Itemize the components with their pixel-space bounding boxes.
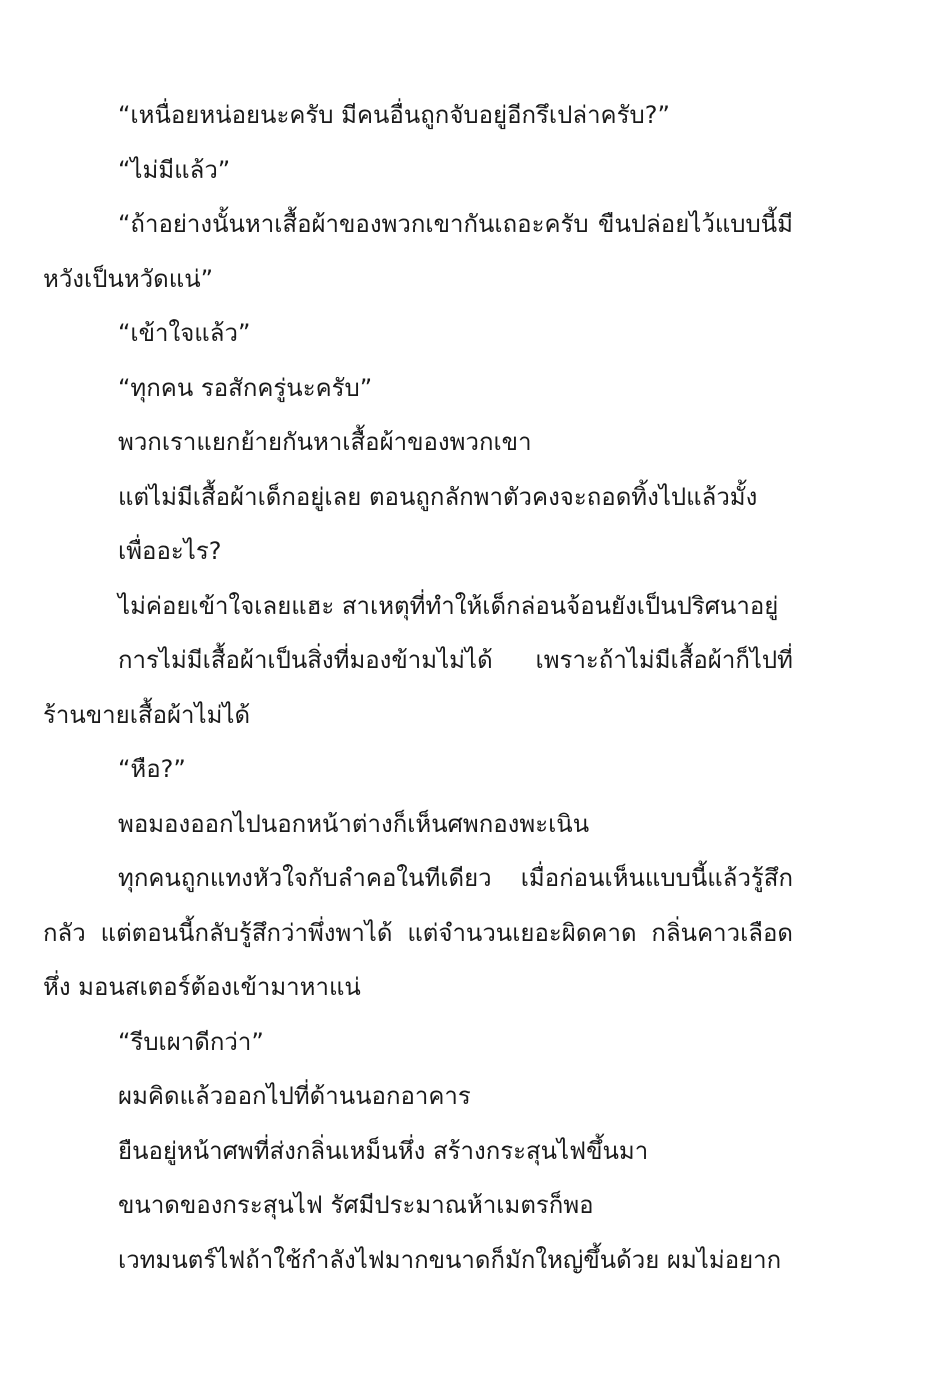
paragraph: ผมคิดแล้วออกไปที่ด้านนอกอาคาร (118, 1082, 471, 1110)
paragraph: การไม่มีเสื้อผ้าเป็นสิ่งที่มองข้ามไม่ได้ เพราะถ้าไม่มีเสื้อผ้าก็ไปที่ร้านขายเสื้อผ้าไม่ได้ (43, 646, 793, 729)
paragraph: “หือ?” (118, 755, 186, 783)
paragraph: “เข้าใจแล้ว” (118, 319, 251, 347)
paragraph: “ไม่มีแล้ว” (118, 155, 231, 184)
paragraph: ไม่ค่อยเข้าใจเลยแฮะ สาเหตุที่ทำให้เด็กล่อนจ้อนยังเป็นปริศนาอยู่ (118, 591, 779, 620)
paragraph: พอมองออกไปนอกหน้าต่างก็เห็นศพกองพะเนิน (118, 809, 590, 838)
paragraph: แต่ไม่มีเสื้อผ้าเด็กอยู่เลย ตอนถูกลักพาตัวคงจะถอดทิ้งไปแล้วมั้ง (118, 482, 758, 511)
paragraph: ทุกคนถูกแทงหัวใจกับลำคอในทีเดียว เมื่อก่อนเห็นแบบนี้แล้วรู้สึกกลัว แต่ตอนนี้กลับรู้สึกว่าพึ่งพาได้ แต่จำนวนเยอะผิดคาด กลิ่นคาวเลือดหึ่ง มอนสเตอร์ต้องเข้ามาหาแน่ (43, 864, 793, 1001)
paragraph: เพื่ออะไร? (118, 537, 222, 565)
paragraph: พวกเราแยกย้ายกันหาเสื้อผ้าของพวกเขา (118, 428, 532, 456)
body-text (43, 88, 793, 1287)
paragraph: เวทมนตร์ไฟถ้าใช้กำลังไฟมากขนาดก็มักใหญ่ขึ้นด้วย ผมไม่อยาก (118, 1245, 782, 1274)
paragraph: “ทุกคน รอสักครู่นะครับ” (118, 373, 373, 402)
paragraph: “รีบเผาดีกว่า” (118, 1027, 264, 1056)
paragraph: ขนาดของกระสุนไฟ รัศมีประมาณห้าเมตรก็พอ (118, 1191, 594, 1219)
paragraph: “ถ้าอย่างนั้นหาเสื้อผ้าของพวกเขากันเถอะครับ ขืนปล่อยไว้แบบนี้มีหวังเป็นหวัดแน่” (43, 210, 793, 293)
paragraph: “เหนื่อยหน่อยนะครับ มีคนอื่นถูกจับอยู่อีกรึเปล่าครับ?” (118, 101, 670, 129)
paragraph: ยืนอยู่หน้าศพที่ส่งกลิ่นเหม็นหึ่ง สร้างกระสุนไฟขึ้นมา (118, 1136, 649, 1165)
